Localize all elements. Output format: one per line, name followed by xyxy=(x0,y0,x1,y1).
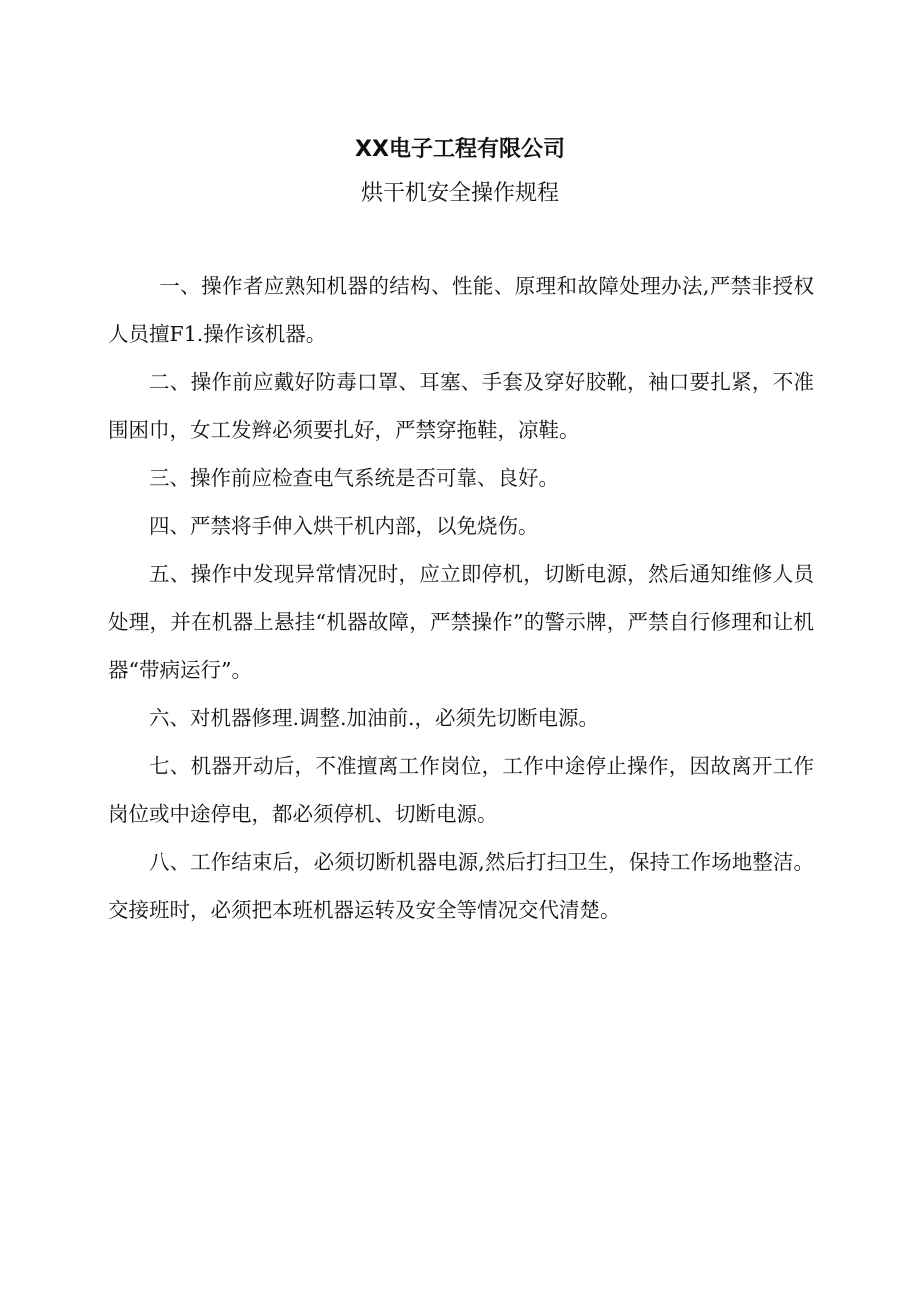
rule-paragraph-2: 二、操作前应戴好防毒口罩、耳塞、手套及穿好胶靴，袖口要扎紧，不准围困巾，女工发辫必须要扎好，严禁穿拖鞋，凉鞋。 xyxy=(108,370,814,442)
rule-paragraph-4: 四、严禁将手伸入烘干机内部，以免烧伤。 xyxy=(149,514,539,538)
rule-paragraph-5: 五、操作中发现异常情况时，应立即停机，切断电源，然后通知维修人员处理，并在机器上悬挂“机器故障，严禁操作”的警示牌，严禁自行修理和让机器“带病运行”。 xyxy=(108,562,814,682)
rule-paragraph-7: 七、机器开动后，不准擅离工作岗位，工作中途停止操作，因故离开工作岗位或中途停电，都必须停机、切断电源。 xyxy=(108,754,814,826)
company-name: XX电子工程有限公司 xyxy=(355,137,565,162)
document-title: 烘干机安全操作规程 xyxy=(360,181,559,206)
rule-paragraph-6: 六、对机器修理.调整.加油前.，必须先切断电源。 xyxy=(149,706,600,730)
rule-paragraph-1: 一、操作者应熟知机器的结构、性能、原理和故障处理办法,严禁非授权人员擅F1.操作该机器。 xyxy=(108,274,814,346)
rule-paragraph-3: 三、操作前应检查电气系统是否可靠、良好。 xyxy=(149,466,559,490)
document-body xyxy=(108,262,814,934)
rule-paragraph-8: 八、工作结束后，必须切断机器电源,然后打扫卫生，保持工作场地整洁。交接班时，必须把本班机器运转及安全等情况交代清楚。 xyxy=(108,850,814,922)
title-block xyxy=(0,128,920,216)
